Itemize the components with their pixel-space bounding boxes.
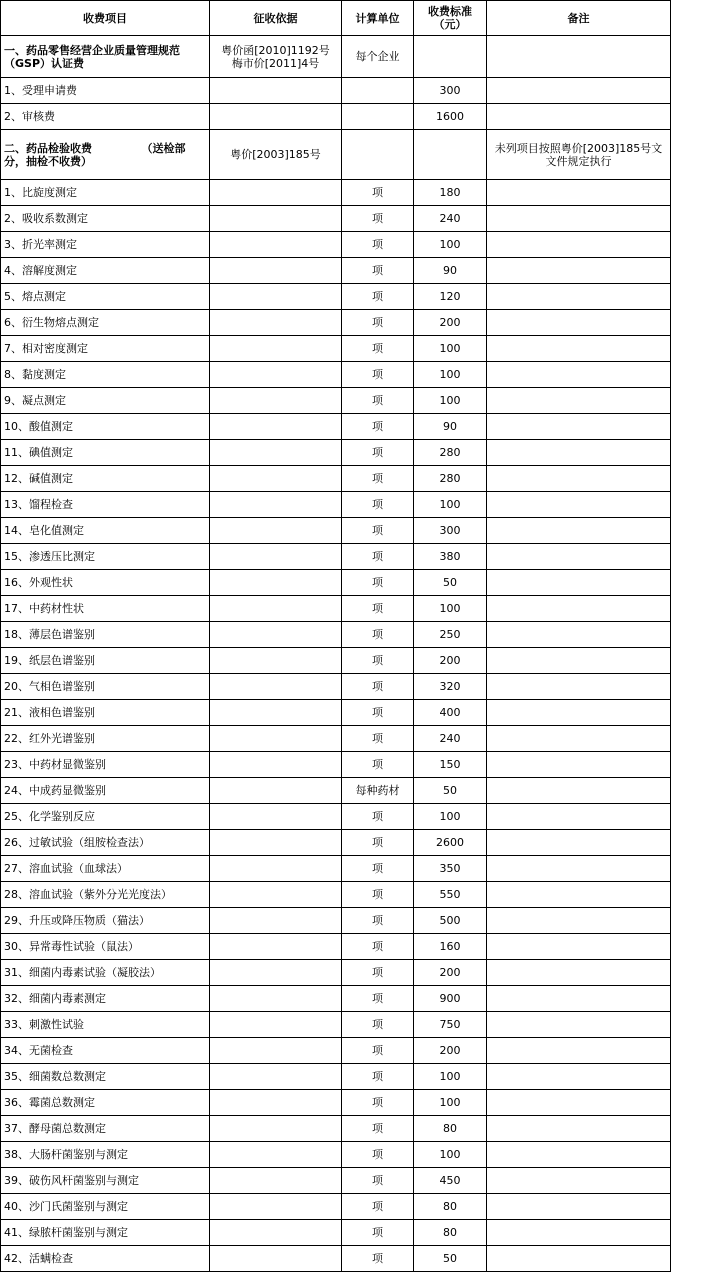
item-fee: 240 — [414, 726, 487, 752]
item-unit: 项 — [342, 960, 414, 986]
item-remark — [487, 622, 671, 648]
item-fee: 100 — [414, 1142, 487, 1168]
item-basis — [210, 1168, 342, 1194]
item-basis — [210, 830, 342, 856]
table-row — [1, 882, 671, 908]
item-remark — [487, 466, 671, 492]
item-unit: 项 — [342, 310, 414, 336]
item-name: 15、渗透压比测定 — [1, 544, 210, 570]
item-name: 9、凝点测定 — [1, 388, 210, 414]
item-basis — [210, 804, 342, 830]
item-fee: 280 — [414, 440, 487, 466]
item-basis — [210, 570, 342, 596]
item-name: 4、溶解度测定 — [1, 258, 210, 284]
table-row — [1, 544, 671, 570]
item-remark — [487, 908, 671, 934]
item-unit: 项 — [342, 466, 414, 492]
table-row — [1, 856, 671, 882]
item-basis — [210, 778, 342, 804]
item-name: 23、中药材显微鉴别 — [1, 752, 210, 778]
item-unit: 项 — [342, 258, 414, 284]
item-basis — [210, 206, 342, 232]
item-remark — [487, 206, 671, 232]
table-row — [1, 362, 671, 388]
header-item: 收费项目 — [1, 1, 210, 36]
item-remark — [487, 104, 671, 130]
item-name: 6、衍生物熔点测定 — [1, 310, 210, 336]
table-row — [1, 596, 671, 622]
item-fee: 550 — [414, 882, 487, 908]
item-remark — [487, 1090, 671, 1116]
item-remark — [487, 570, 671, 596]
section2-remark: 未列项目按照粤价[2003]185号文文件规定执行 — [487, 130, 671, 180]
item-name: 19、纸层色谱鉴别 — [1, 648, 210, 674]
item-name: 31、细菌内毒素试验（凝胶法） — [1, 960, 210, 986]
item-fee: 100 — [414, 804, 487, 830]
item-basis — [210, 960, 342, 986]
item-unit: 项 — [342, 1116, 414, 1142]
item-basis — [210, 310, 342, 336]
item-unit: 项 — [342, 388, 414, 414]
item-basis — [210, 232, 342, 258]
item-basis — [210, 258, 342, 284]
table-row — [1, 960, 671, 986]
item-basis — [210, 1142, 342, 1168]
table-row — [1, 1220, 671, 1246]
item-remark — [487, 258, 671, 284]
item-basis — [210, 674, 342, 700]
table-row — [1, 986, 671, 1012]
item-unit: 项 — [342, 882, 414, 908]
item-fee: 300 — [414, 518, 487, 544]
item-remark — [487, 232, 671, 258]
table-row — [1, 570, 671, 596]
table-row — [1, 284, 671, 310]
item-remark — [487, 596, 671, 622]
item-basis — [210, 440, 342, 466]
item-basis — [210, 1194, 342, 1220]
item-name: 27、溶血试验（血球法） — [1, 856, 210, 882]
table-row — [1, 804, 671, 830]
item-basis — [210, 1220, 342, 1246]
item-fee: 160 — [414, 934, 487, 960]
item-remark — [487, 674, 671, 700]
item-name: 3、折光率测定 — [1, 232, 210, 258]
table-row — [1, 1194, 671, 1220]
item-name: 8、黏度测定 — [1, 362, 210, 388]
table-row — [1, 830, 671, 856]
table-row — [1, 1116, 671, 1142]
item-unit: 项 — [342, 674, 414, 700]
item-remark — [487, 752, 671, 778]
table-row — [1, 1038, 671, 1064]
item-unit: 项 — [342, 180, 414, 206]
item-remark — [487, 1168, 671, 1194]
item-name: 18、薄层色谱鉴别 — [1, 622, 210, 648]
item-unit: 项 — [342, 206, 414, 232]
item-remark — [487, 78, 671, 104]
item-unit: 项 — [342, 544, 414, 570]
table-row — [1, 726, 671, 752]
section2-unit — [342, 130, 414, 180]
item-remark — [487, 1246, 671, 1272]
item-fee: 300 — [414, 78, 487, 104]
table-row — [1, 104, 671, 130]
item-name: 2、吸收系数测定 — [1, 206, 210, 232]
item-remark — [487, 960, 671, 986]
header-standard: 收费标准 （元） — [414, 1, 487, 36]
item-remark — [487, 1012, 671, 1038]
table-row — [1, 78, 671, 104]
header-row — [1, 1, 671, 36]
item-basis — [210, 1064, 342, 1090]
item-remark — [487, 856, 671, 882]
item-fee: 80 — [414, 1194, 487, 1220]
item-basis — [210, 336, 342, 362]
table-row — [1, 778, 671, 804]
item-name: 1、受理申请费 — [1, 78, 210, 104]
item-basis — [210, 856, 342, 882]
header-unit: 计算单位 — [342, 1, 414, 36]
item-remark — [487, 544, 671, 570]
table-row — [1, 1142, 671, 1168]
item-name: 2、审核费 — [1, 104, 210, 130]
item-unit: 项 — [342, 1038, 414, 1064]
item-unit: 项 — [342, 1064, 414, 1090]
item-name: 33、刺激性试验 — [1, 1012, 210, 1038]
item-basis — [210, 1012, 342, 1038]
item-basis — [210, 1038, 342, 1064]
item-remark — [487, 1220, 671, 1246]
item-basis — [210, 284, 342, 310]
item-unit: 项 — [342, 1194, 414, 1220]
table-row — [1, 518, 671, 544]
table-row — [1, 752, 671, 778]
item-unit: 项 — [342, 1012, 414, 1038]
item-fee: 200 — [414, 960, 487, 986]
item-unit: 项 — [342, 1220, 414, 1246]
item-remark — [487, 804, 671, 830]
item-unit: 项 — [342, 518, 414, 544]
table-row — [1, 1064, 671, 1090]
item-name: 14、皂化值测定 — [1, 518, 210, 544]
item-basis — [210, 362, 342, 388]
item-fee: 100 — [414, 232, 487, 258]
item-name: 39、破伤风杆菌鉴别与测定 — [1, 1168, 210, 1194]
item-basis — [210, 934, 342, 960]
item-fee: 900 — [414, 986, 487, 1012]
item-name: 28、溶血试验（紫外分光光度法） — [1, 882, 210, 908]
item-unit: 项 — [342, 1168, 414, 1194]
item-unit: 项 — [342, 570, 414, 596]
table-row — [1, 908, 671, 934]
item-fee: 80 — [414, 1220, 487, 1246]
item-remark — [487, 648, 671, 674]
section1-unit: 每个企业 — [342, 36, 414, 78]
item-fee: 320 — [414, 674, 487, 700]
item-fee: 1600 — [414, 104, 487, 130]
item-name: 17、中药材性状 — [1, 596, 210, 622]
item-basis — [210, 622, 342, 648]
item-unit: 项 — [342, 830, 414, 856]
item-fee: 380 — [414, 544, 487, 570]
item-name: 34、无菌检查 — [1, 1038, 210, 1064]
table-row — [1, 622, 671, 648]
item-basis — [210, 700, 342, 726]
item-fee: 100 — [414, 1090, 487, 1116]
item-fee: 240 — [414, 206, 487, 232]
item-fee: 450 — [414, 1168, 487, 1194]
item-basis — [210, 466, 342, 492]
item-basis — [210, 104, 342, 130]
item-name: 22、红外光谱鉴别 — [1, 726, 210, 752]
item-remark — [487, 830, 671, 856]
item-unit: 项 — [342, 284, 414, 310]
item-remark — [487, 986, 671, 1012]
table-row — [1, 180, 671, 206]
item-remark — [487, 414, 671, 440]
item-basis — [210, 882, 342, 908]
item-fee: 50 — [414, 570, 487, 596]
item-fee: 80 — [414, 1116, 487, 1142]
item-fee: 120 — [414, 284, 487, 310]
item-unit: 项 — [342, 1246, 414, 1272]
item-basis — [210, 726, 342, 752]
item-name: 26、过敏试验（组胺检查法） — [1, 830, 210, 856]
item-unit: 项 — [342, 232, 414, 258]
item-fee: 150 — [414, 752, 487, 778]
section2-basis: 粤价[2003]185号 — [210, 130, 342, 180]
table-row — [1, 1246, 671, 1272]
item-unit: 项 — [342, 1090, 414, 1116]
item-unit: 项 — [342, 908, 414, 934]
item-unit: 项 — [342, 414, 414, 440]
item-name: 36、霉菌总数测定 — [1, 1090, 210, 1116]
item-unit: 项 — [342, 986, 414, 1012]
item-fee: 2600 — [414, 830, 487, 856]
item-fee: 750 — [414, 1012, 487, 1038]
item-remark — [487, 518, 671, 544]
item-name: 25、化学鉴别反应 — [1, 804, 210, 830]
item-name: 41、绿脓杆菌鉴别与测定 — [1, 1220, 210, 1246]
table-row — [1, 336, 671, 362]
item-name: 35、细菌数总数测定 — [1, 1064, 210, 1090]
item-fee: 250 — [414, 622, 487, 648]
header-basis: 征收依据 — [210, 1, 342, 36]
table-row — [1, 258, 671, 284]
section1-name: 一、药品零售经营企业质量管理规范（GSP）认证费 — [1, 36, 210, 78]
item-name: 12、碱值测定 — [1, 466, 210, 492]
item-basis — [210, 908, 342, 934]
item-remark — [487, 336, 671, 362]
item-fee: 50 — [414, 778, 487, 804]
item-fee: 280 — [414, 466, 487, 492]
item-basis — [210, 1090, 342, 1116]
item-name: 38、大肠杆菌鉴别与测定 — [1, 1142, 210, 1168]
item-remark — [487, 700, 671, 726]
table-row — [1, 674, 671, 700]
item-fee: 500 — [414, 908, 487, 934]
item-basis — [210, 492, 342, 518]
table-row — [1, 1090, 671, 1116]
item-unit: 项 — [342, 752, 414, 778]
item-basis — [210, 180, 342, 206]
item-name: 10、酸值测定 — [1, 414, 210, 440]
item-unit: 项 — [342, 440, 414, 466]
table-row — [1, 1012, 671, 1038]
item-remark — [487, 310, 671, 336]
table-row — [1, 934, 671, 960]
item-basis — [210, 414, 342, 440]
item-fee: 100 — [414, 492, 487, 518]
table-row — [1, 310, 671, 336]
section2-name: 二、药品检验收费 （送检部分，抽检不收费） — [1, 130, 210, 180]
table-row — [1, 206, 671, 232]
item-fee: 200 — [414, 1038, 487, 1064]
section1-row — [1, 36, 671, 78]
item-fee: 100 — [414, 362, 487, 388]
item-name: 42、活螨检查 — [1, 1246, 210, 1272]
item-basis — [210, 986, 342, 1012]
item-remark — [487, 1064, 671, 1090]
item-name: 11、碘值测定 — [1, 440, 210, 466]
item-unit: 项 — [342, 492, 414, 518]
item-basis — [210, 1116, 342, 1142]
item-remark — [487, 492, 671, 518]
table-row — [1, 414, 671, 440]
item-remark — [487, 726, 671, 752]
item-remark — [487, 1038, 671, 1064]
item-fee: 50 — [414, 1246, 487, 1272]
header-remark: 备注 — [487, 1, 671, 36]
item-name: 20、气相色谱鉴别 — [1, 674, 210, 700]
item-unit: 项 — [342, 934, 414, 960]
item-unit: 项 — [342, 362, 414, 388]
item-basis — [210, 544, 342, 570]
item-basis — [210, 648, 342, 674]
item-remark — [487, 1142, 671, 1168]
item-fee: 180 — [414, 180, 487, 206]
item-remark — [487, 180, 671, 206]
item-fee: 200 — [414, 648, 487, 674]
item-remark — [487, 882, 671, 908]
item-basis — [210, 518, 342, 544]
item-remark — [487, 934, 671, 960]
item-name: 16、外观性状 — [1, 570, 210, 596]
item-name: 30、异常毒性试验（鼠法） — [1, 934, 210, 960]
item-unit: 项 — [342, 648, 414, 674]
table-row — [1, 440, 671, 466]
item-remark — [487, 362, 671, 388]
item-name: 21、液相色谱鉴别 — [1, 700, 210, 726]
section1-fee — [414, 36, 487, 78]
item-unit: 项 — [342, 622, 414, 648]
item-unit: 项 — [342, 596, 414, 622]
item-fee: 350 — [414, 856, 487, 882]
item-unit — [342, 78, 414, 104]
table-row — [1, 466, 671, 492]
table-row — [1, 232, 671, 258]
section2-fee — [414, 130, 487, 180]
table-row — [1, 492, 671, 518]
item-name: 24、中成药显微鉴别 — [1, 778, 210, 804]
table-row — [1, 648, 671, 674]
item-unit: 每种药材 — [342, 778, 414, 804]
item-basis — [210, 1246, 342, 1272]
item-name: 29、升压或降压物质（猫法） — [1, 908, 210, 934]
item-remark — [487, 1194, 671, 1220]
section2-row — [1, 130, 671, 180]
item-basis — [210, 78, 342, 104]
table-row — [1, 388, 671, 414]
item-name: 13、馏程检查 — [1, 492, 210, 518]
item-fee: 90 — [414, 414, 487, 440]
item-unit — [342, 104, 414, 130]
item-fee: 200 — [414, 310, 487, 336]
item-name: 40、沙门氏菌鉴别与测定 — [1, 1194, 210, 1220]
item-fee: 100 — [414, 596, 487, 622]
item-name: 7、相对密度测定 — [1, 336, 210, 362]
section1-remark — [487, 36, 671, 78]
item-name: 1、比旋度测定 — [1, 180, 210, 206]
item-name: 5、熔点测定 — [1, 284, 210, 310]
item-basis — [210, 752, 342, 778]
table-row — [1, 1168, 671, 1194]
item-fee: 100 — [414, 1064, 487, 1090]
item-remark — [487, 1116, 671, 1142]
item-unit: 项 — [342, 1142, 414, 1168]
item-fee: 400 — [414, 700, 487, 726]
item-name: 32、细菌内毒素测定 — [1, 986, 210, 1012]
item-unit: 项 — [342, 336, 414, 362]
item-fee: 90 — [414, 258, 487, 284]
item-unit: 项 — [342, 856, 414, 882]
item-fee: 100 — [414, 336, 487, 362]
table-row — [1, 700, 671, 726]
item-remark — [487, 778, 671, 804]
item-unit: 项 — [342, 804, 414, 830]
item-remark — [487, 440, 671, 466]
item-basis — [210, 388, 342, 414]
item-fee: 100 — [414, 388, 487, 414]
item-basis — [210, 596, 342, 622]
item-unit: 项 — [342, 726, 414, 752]
item-remark — [487, 388, 671, 414]
item-remark — [487, 284, 671, 310]
section1-basis: 粤价函[2010]1192号 梅市价[2011]4号 — [210, 36, 342, 78]
item-unit: 项 — [342, 700, 414, 726]
item-name: 37、酵母菌总数测定 — [1, 1116, 210, 1142]
